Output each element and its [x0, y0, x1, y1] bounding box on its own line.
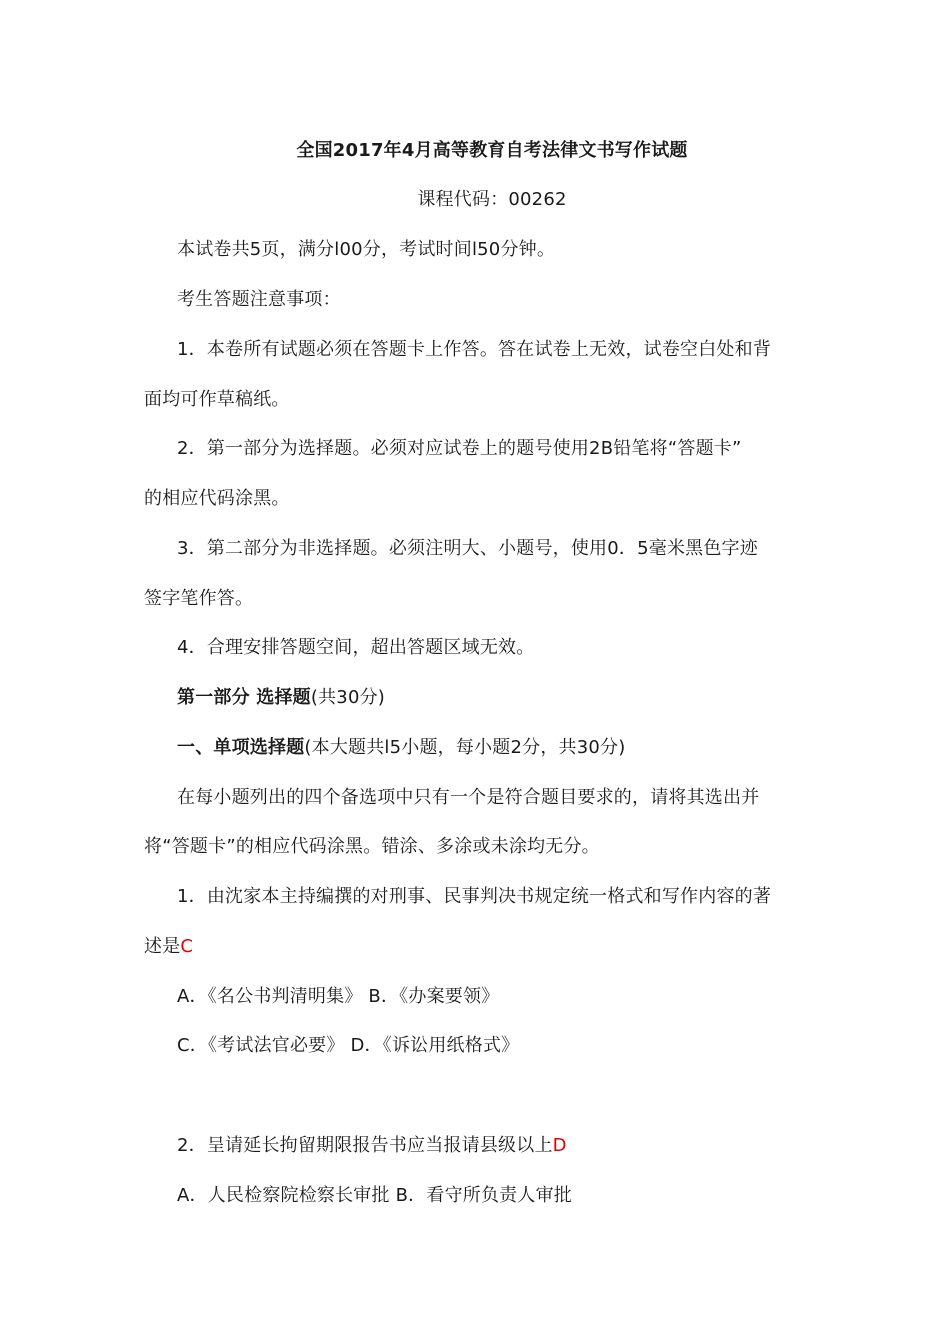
part-one-points: (共30分) — [310, 687, 386, 708]
document-title: 全国2017年4月高等教育自考法律文书写作试题 — [296, 140, 688, 161]
note-2-continued: 的相应代码涂黑。 — [144, 488, 290, 509]
exam-intro: 本试卷共5页，满分l00分，考试时间l50分钟。 — [177, 239, 556, 260]
question-1-options-cd: C．《考试法官必要》 D．《诉讼用纸格式》 — [177, 1035, 520, 1056]
question-1-stem-end: 述是 — [144, 936, 181, 957]
question-2-stem — [177, 1134, 567, 1158]
section-one-title: 一、单项选择题 — [177, 737, 305, 758]
note-3-continued: 签字笔作答。 — [144, 588, 254, 609]
question-1-stem: 1．由沈家本主持编撰的对刑事、民事判决书规定统一格式和写作内容的著 — [177, 886, 772, 907]
part-one-heading — [177, 686, 385, 710]
course-code: 课程代码：00262 — [417, 189, 567, 210]
question-1-answer: C — [180, 936, 194, 957]
section-one-heading — [177, 736, 625, 760]
note-1: 1．本卷所有试题必须在答题卡上作答。答在试卷上无效，试卷空白处和背 — [177, 339, 772, 360]
instructions: 在每小题列出的四个备选项中只有一个是符合题目要求的，请将其选出并 — [177, 787, 760, 808]
note-3: 3．第二部分为非选择题。必须注明大、小题号，使用0．5毫米黑色字迹 — [177, 538, 758, 559]
question-1-stem-continued — [144, 935, 193, 959]
part-one-title: 第一部分 选择题 — [177, 687, 311, 708]
instructions-continued: 将“答题卡”的相应代码涂黑。错涂、多涂或未涂均无分。 — [144, 836, 600, 857]
section-one-details: (本大题共l5小题，每小题2分，共30分) — [304, 737, 626, 758]
question-2-options-ab: A．人民检察院检察长审批 B．看守所负责人审批 — [177, 1185, 572, 1206]
note-4: 4．合理安排答题空间，超出答题区域无效。 — [177, 637, 535, 658]
question-2-stem-text: 2．呈请延长拘留期限报告书应当报请县级以上 — [177, 1135, 553, 1156]
question-1-options-ab: A．《名公书判清明集》 B．《办案要领》 — [177, 986, 500, 1007]
question-2-answer: D — [552, 1135, 567, 1156]
note-2: 2．第一部分为选择题。必须对应试卷上的题号使用2B铅笔将“答题卡” — [177, 438, 742, 459]
notice-heading: 考生答题注意事项： — [177, 289, 341, 310]
note-1-continued: 面均可作草稿纸。 — [144, 389, 290, 410]
